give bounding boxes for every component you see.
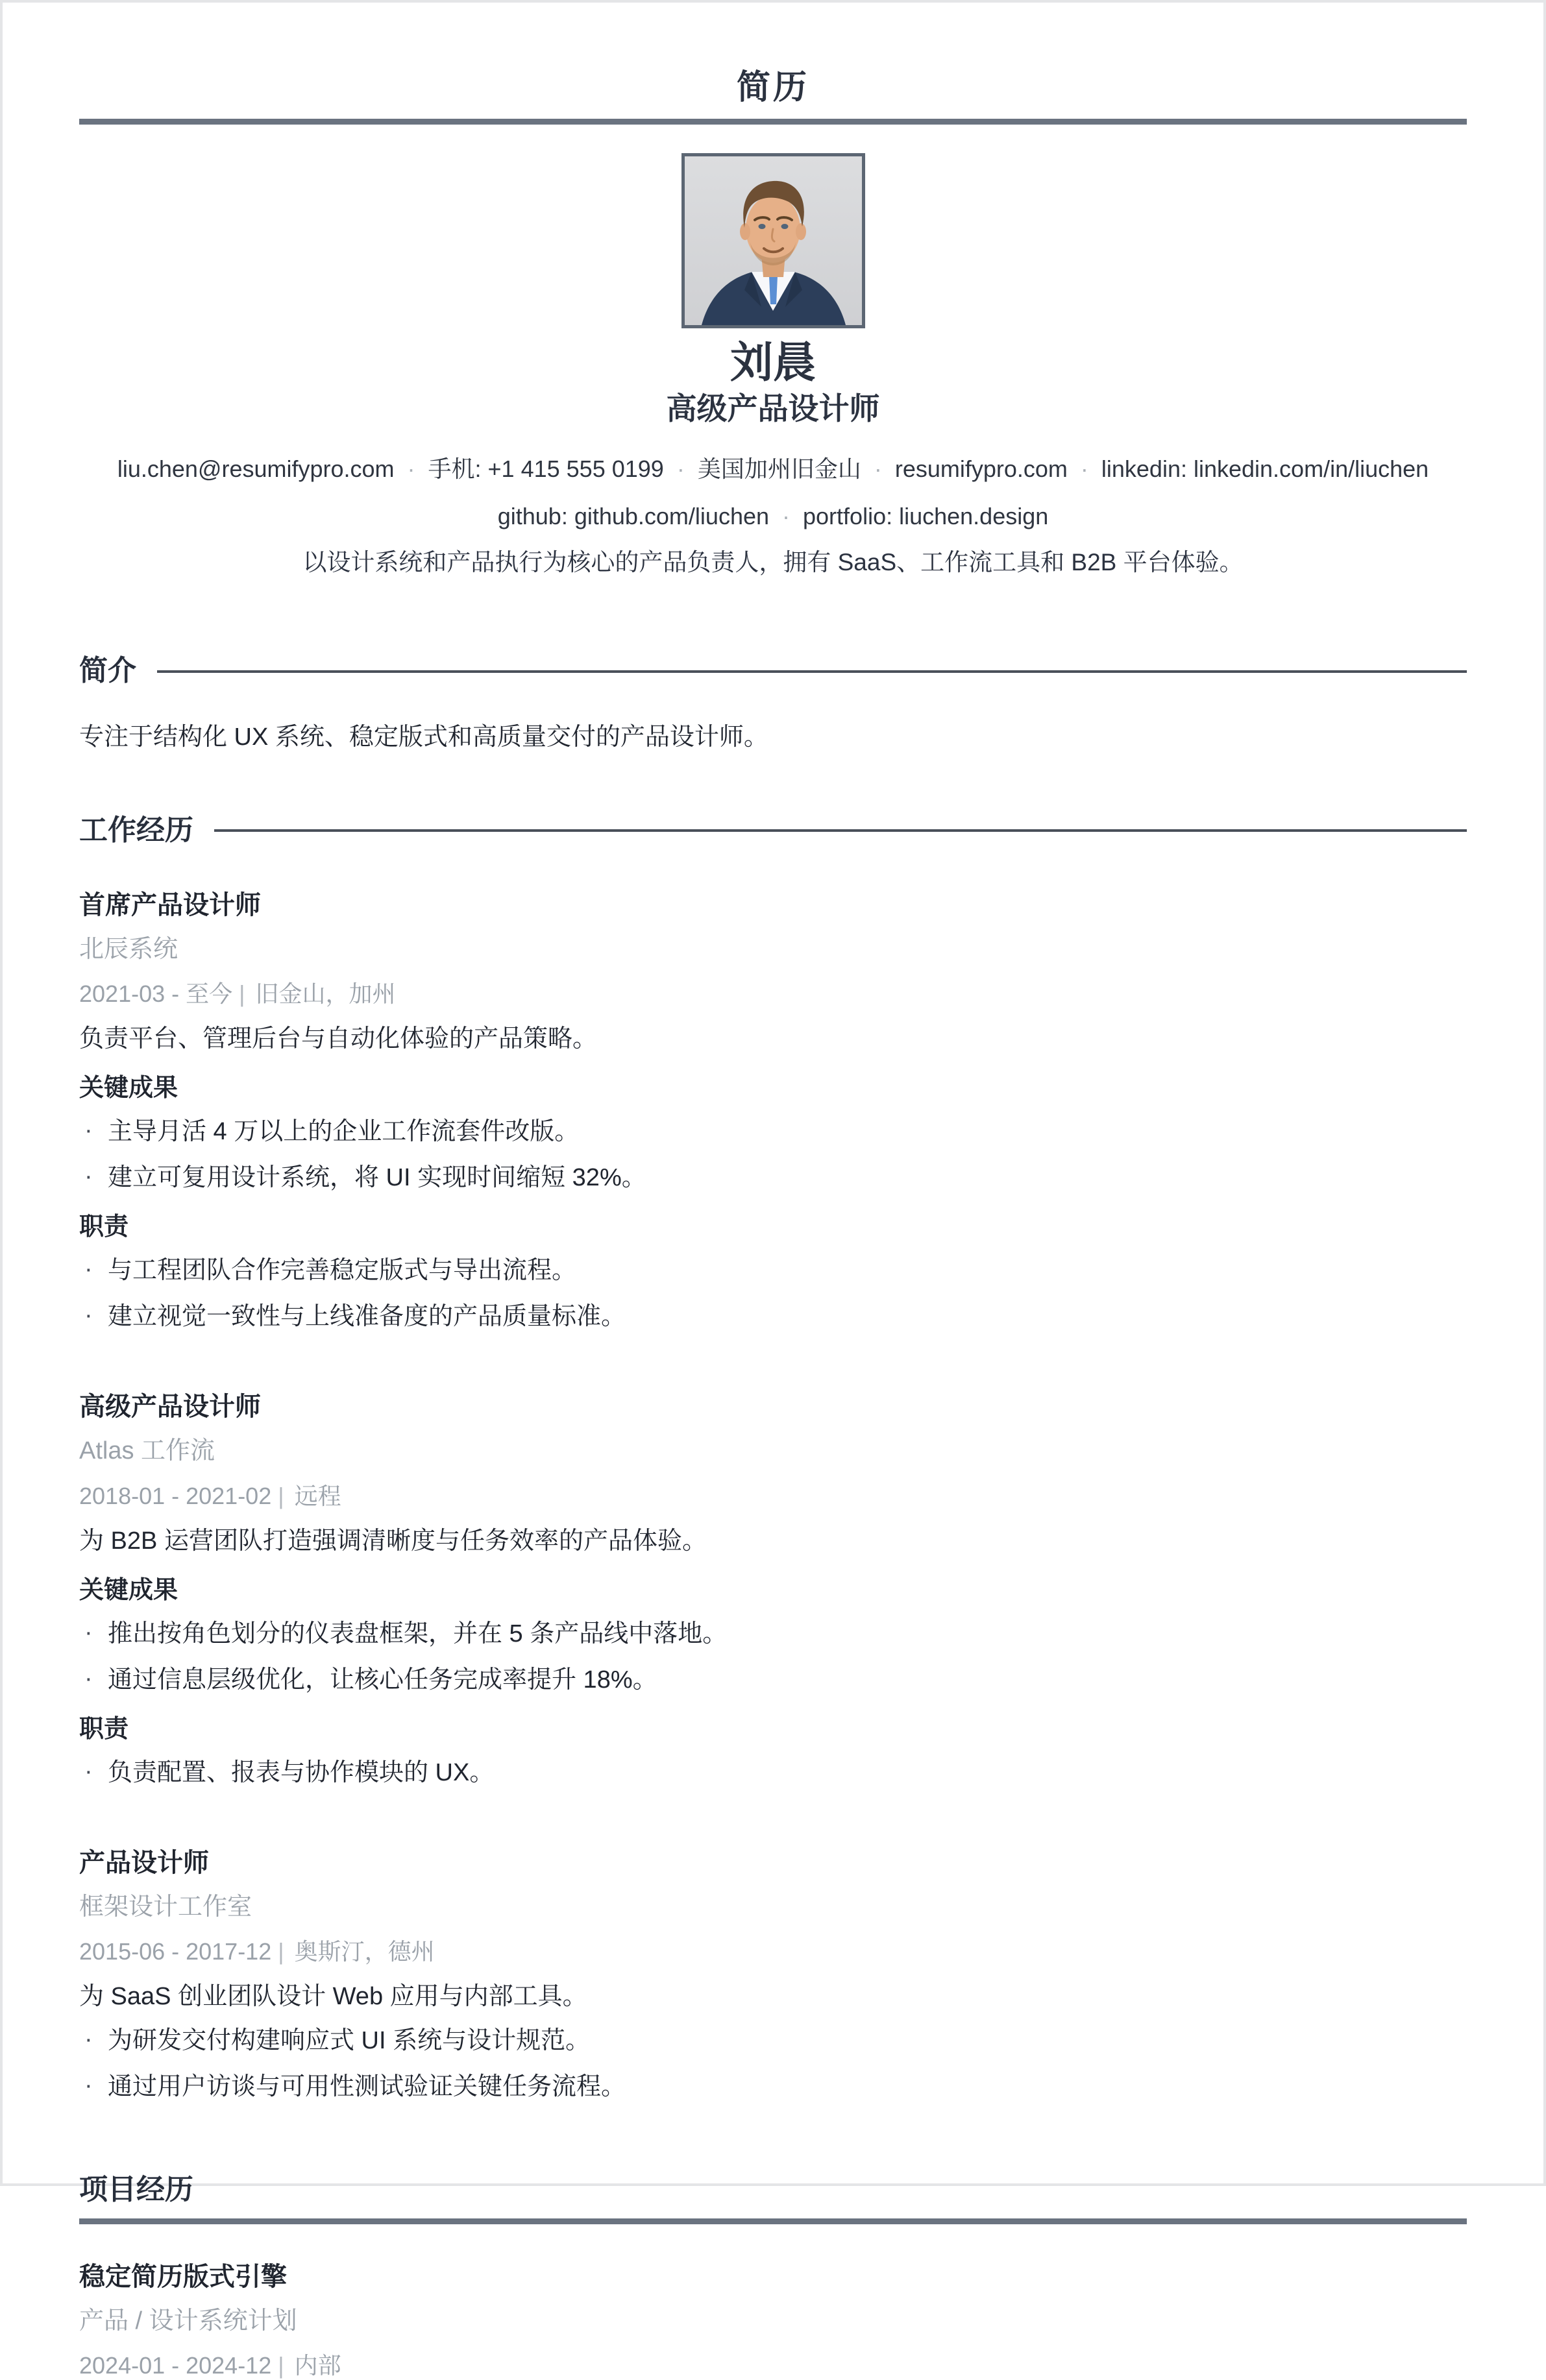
location: | 奥斯汀，德州 — [271, 1938, 434, 1965]
bullet-item: · 通过信息层级优化，让核心任务完成率提升 18%。 — [79, 1664, 1467, 1697]
achievements-label: 关键成果 — [79, 1075, 178, 1102]
projects-heading: 项目经历 — [79, 2174, 193, 2206]
profile-name: 刘晨 — [730, 337, 816, 386]
job-entry — [79, 1847, 1467, 2104]
section-summary — [79, 655, 1467, 755]
project-list — [79, 2261, 1467, 2380]
date-range: 2015-06 - 2017-12 — [79, 1938, 272, 1965]
job-summary: 负责平台、管理后台与自动化体验的产品策略。 — [79, 1025, 598, 1053]
achievements-label: 关键成果 — [79, 1577, 178, 1605]
date-range: 2018-01 - 2021-02 — [79, 1482, 272, 1509]
project-title: 稳定简历版式引擎 — [79, 2262, 287, 2291]
duty-list — [79, 1254, 1467, 1334]
page-title: 简历 — [736, 69, 809, 106]
summary-heading-rule — [157, 670, 1467, 673]
job-company: 北辰系统 — [79, 935, 178, 963]
contact-item: · resumifypro.com — [861, 454, 1068, 485]
job-entry — [79, 1390, 1467, 1789]
date-location — [79, 1481, 1467, 1511]
duties-label: 职责 — [79, 1716, 129, 1743]
bullet-item: · 为研发交付构建响应式 UI 系统与设计规范。 — [79, 2024, 1467, 2058]
project-entry — [79, 2261, 1467, 2380]
date-location — [79, 1937, 1467, 1966]
job-company: Atlas 工作流 — [79, 1437, 215, 1465]
profile-role: 高级产品设计师 — [666, 391, 880, 426]
summary-heading: 简介 — [79, 655, 136, 687]
location: | 远程 — [271, 1483, 341, 1509]
profile-tagline: 以设计系统和产品执行为核心的产品负责人，拥有 SaaS、工作流工具和 B2B 平台体验。 — [302, 549, 1244, 576]
date-range: 2024-01 - 2024-12 — [79, 2352, 272, 2379]
bullet-item: · 与工程团队合作完善稳定版式与导出流程。 — [79, 1254, 1467, 1287]
bullet-item: · 建立视觉一致性与上线准备度的产品质量标准。 — [79, 1300, 1467, 1333]
section-experience — [79, 814, 1467, 2104]
duties-label: 职责 — [79, 1213, 129, 1241]
achievement-list — [79, 1115, 1467, 1195]
contact-item: · 美国加州旧金山 — [664, 454, 861, 485]
date-location — [79, 2351, 1467, 2380]
job-list — [79, 889, 1467, 2104]
location: | 旧金山，加州 — [232, 980, 395, 1007]
experience-heading-rule — [214, 829, 1467, 832]
bullet-item: · 通过用户访谈与可用性测试验证关键任务流程。 — [79, 2070, 1467, 2104]
location: | 内部 — [271, 2352, 341, 2379]
contact-item: liu.chen@resumifypro.com — [117, 455, 395, 482]
job-entry — [79, 889, 1467, 1334]
job-summary: 为 SaaS 创业团队设计 Web 应用与内部工具。 — [79, 1983, 587, 2011]
contact-item: · portfolio: liuchen.design — [769, 502, 1048, 532]
bullet-item: · 主导月活 4 万以上的企业工作流套件改版。 — [79, 1115, 1467, 1148]
contact-item: · linkedin: linkedin.com/in/liuchen — [1068, 454, 1429, 485]
contact-item: github: github.com/liuchen — [497, 502, 770, 529]
bullet-item: · 负责配置、报表与协作模块的 UX。 — [79, 1756, 1467, 1790]
profile-photo — [681, 153, 865, 328]
title-divider — [79, 119, 1467, 125]
headshot-illustration — [685, 156, 862, 325]
summary-text: 专注于结构化 UX 系统、稳定版式和高质量交付的产品设计师。 — [79, 723, 768, 751]
achievement-list — [79, 1618, 1467, 1697]
job-summary: 为 B2B 运营团队打造强调清晰度与任务效率的产品体验。 — [79, 1527, 707, 1555]
job-title: 首席产品设计师 — [79, 890, 261, 919]
project-subtitle: 产品 / 设计系统计划 — [79, 2307, 297, 2335]
bullet-item: · 推出按角色划分的仪表盘框架，并在 5 条产品线中落地。 — [79, 1618, 1467, 1651]
bullet-item: · 建立可复用设计系统，将 UI 实现时间缩短 32%。 — [79, 1161, 1467, 1195]
contact-row-primary — [79, 454, 1467, 485]
duty-list — [79, 2024, 1467, 2104]
date-location — [79, 979, 1467, 1008]
contact-row-secondary — [79, 502, 1467, 532]
job-title: 产品设计师 — [79, 1848, 209, 1877]
experience-heading: 工作经历 — [79, 814, 193, 847]
contact-item: · 手机: +1 415 555 0199 — [395, 454, 664, 485]
date-range: 2021-03 - 至今 — [79, 980, 233, 1008]
projects-divider — [79, 2218, 1467, 2224]
job-company: 框架设计工作室 — [79, 1893, 252, 1921]
job-title: 高级产品设计师 — [79, 1392, 261, 1422]
section-projects — [79, 2174, 1467, 2380]
duty-list — [79, 1756, 1467, 1790]
